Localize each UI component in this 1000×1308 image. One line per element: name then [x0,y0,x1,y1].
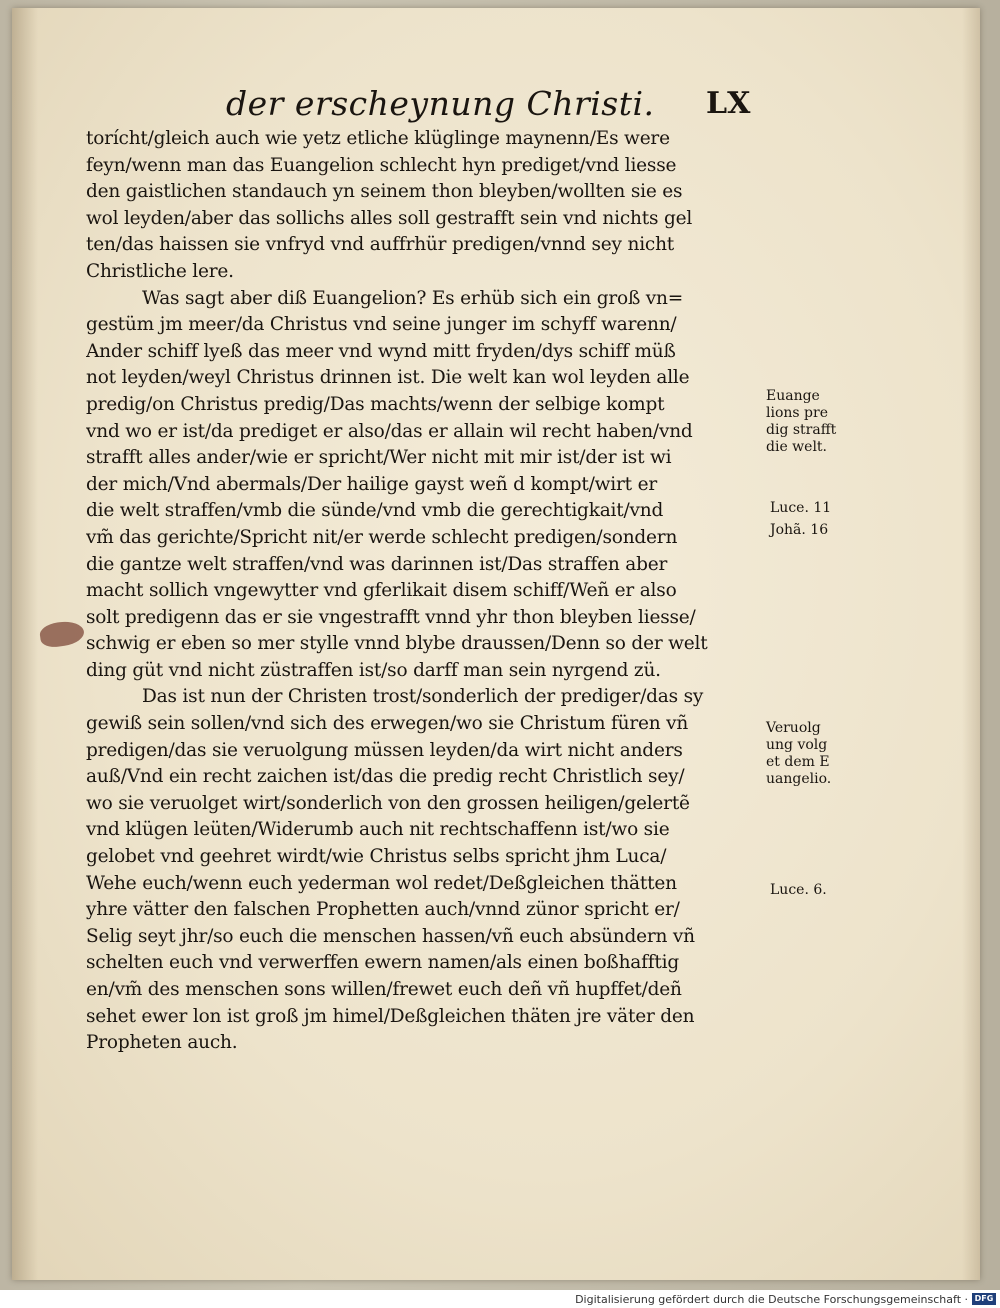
text-line: die welt straffen/vmb die sünde/vnd vmb die gerechtigkait/vnd [86,500,664,522]
text-line: strafft alles ander/wie er spricht/Wer nicht mit mir ist/der ist wi [86,447,672,469]
text-line: Propheten auch. [86,1032,238,1054]
margin-note-veruolgung: Veruolg ung volg et dem E uangelio. [766,720,832,787]
text-line: gewiß sein sollen/vnd sich des erwegen/wo sie Christum füren vñ [86,713,689,735]
text-line: vnd klügen leüten/Widerumb auch nit rechtschaffenn ist/wo sie [86,819,670,841]
text-line: en/vm̃ des menschen sons willen/frewet euch deñ vñ hupffet/deñ [86,979,682,1000]
text-line: ten/das haissen sie vnfryd vnd auffrhür predigen/vnnd sey nicht [86,234,675,256]
paragraph-start-line: Was sagt aber diß Euangelion? Es erhüb sich ein groß vn= [142,287,684,309]
margin-note-euangelion: Euange lions pre dig strafft die welt. [766,388,837,455]
margin-note-luce-11: Luce. 11 [770,500,832,516]
text-line: schwig er eben so mer stylle vnnd blybe draussen/Denn so der welt [86,633,708,655]
text-line: vnd wo er ist/da prediget er also/das er allain wil recht haben/vnd [86,420,693,442]
text-line: vm̃ das gerichte/Spricht nit/er werde schlecht predigen/sondern [86,526,678,548]
text-line: schelten euch vnd verwerffen ewern namen/als einen boßhafftig [86,952,679,974]
body-text [86,126,766,1057]
digitization-credit: Digitalisierung gefördert durch die Deutsche Forschungsgemeinschaft · [575,1293,968,1306]
margin-note-johannes-16: Johã. 16 [770,522,829,538]
text-line: wol leyden/aber das sollichs alles soll gestrafft sein vnd nichts gel [86,207,693,229]
margin-note-luce-6: Luce. 6. [770,882,827,898]
text-line: predig/on Christus predig/Das machts/wenn der selbige kompt [86,393,665,415]
page-gutter-shadow [12,8,38,1280]
text-line: die gantze welt straffen/vnd was darinnen ist/Das straffen aber [86,553,668,575]
text-line: sehet ewer lon ist groß jm himel/Deßgleichen thäten jre väter den [86,1005,695,1027]
text-line: Selig seyt jhr/so euch die menschen hassen/vñ euch absündern vñ [86,925,695,947]
dfg-logo: DFG [972,1293,996,1305]
text-line: auß/Vnd ein recht zaichen ist/das die predig recht Christlich sey/ [86,766,685,788]
text-line: wo sie veruolget wirt/sonderlich von den grossen heiligen/gelertẽ [86,792,690,814]
folio-number: LX [706,86,751,121]
text-line: predigen/das sie veruolgung müssen leyden/da wirt nicht anders [86,739,683,761]
text-line: gestüm jm meer/da Christus vnd seine junger im schyff warenn/ [86,314,677,336]
text-line: not leyden/weyl Christus drinnen ist. Die welt kan wol leyden alle [86,367,690,389]
text-line: Wehe euch/wenn euch yederman wol redet/Deßgleichen thätten [86,872,677,894]
text-line: feyn/wenn man das Euangelion schlecht hyn prediget/vnd liesse [86,154,677,176]
text-line: ding güt vnd nicht züstraffen ist/so darff man sein nyrgend zü. [86,659,661,681]
text-line: Christliche lere. [86,260,234,282]
paragraph-start-line: Das ist nun der Christen trost/sonderlich der prediger/das sy [142,686,704,708]
text-line: macht sollich vngewytter vnd gferlikait disem schiff/Weñ er also [86,580,677,602]
text-line: den gaistlichen standauch yn seinem thon bleyben/wollten sie es [86,181,683,203]
text-line: yhre vätter den falschen Prophetten auch/vnnd zünor spricht er/ [86,899,680,921]
running-head: der erscheynung Christi. [226,84,655,123]
text-line: Ander schiff lyeß das meer vnd wynd mitt fryden/dys schiff müß [86,340,676,362]
text-line: solt predigenn das er sie vngestrafft vnnd yhr thon bleyben liesse/ [86,606,696,628]
text-line: der mich/Vnd abermals/Der hailige gayst weñ d kompt/wirt er [86,473,657,495]
text-line: gelobet vnd geehret wirdt/wie Christus selbs spricht jhm Luca/ [86,846,667,868]
text-line: torícht/gleich auch wie yetz etliche klüglinge maynenn/Es were [86,128,670,149]
page-edge-shadow [962,8,980,1280]
